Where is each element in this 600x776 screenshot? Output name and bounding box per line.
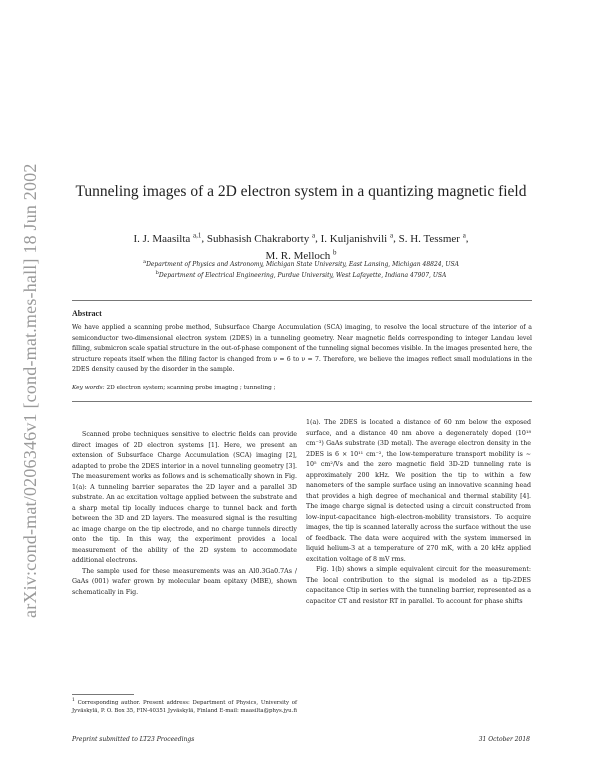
divider — [72, 401, 532, 402]
footnote-divider — [72, 694, 134, 695]
date-stamp: 31 October 2018 — [478, 736, 530, 743]
paragraph: Fig. 1(b) shows a simple equivalent circuit for the measurement: The local contribution to the signal is modeled as a tip-2DES capacitance Ctip in series with the tunneling barrier, represented as a capacitor CT and resistor RT in parallel. To account for phase shifts — [306, 566, 531, 605]
keywords-list: 2D electron system; scanning probe imaging ; tunneling ; — [106, 385, 276, 391]
paper-title: Tunneling images of a 2D electron system in a quantizing magnetic field — [75, 183, 527, 200]
author: M. R. Melloch $^b$ — [265, 248, 337, 263]
divider — [72, 300, 532, 301]
affiliation: $^b$Department of Electrical Engineering, Purdue University, West Lafayette, Indiana 47907, USA — [155, 270, 447, 279]
abstract-text: We have applied a scanning probe method, Subsurface Charge Accumulation (SCA) imaging, to resolve the local structure of the interior of a semiconductor two-dimensional electron system (2DES) in a tunneling geometry. Near magnetic fields corresponding to integer Landau level filling, submicron scale spatial structure in the out-of-phase component of the tunneling signal becomes visible. In the images presented here, the structure repeats itself when the filling factor is changed from ν = 6 to ν = 7. Therefore, we believe the images reflect small modulations in the 2DES density caused by the disorder in the sample. — [72, 324, 532, 373]
right-column — [306, 418, 531, 607]
left-column — [72, 430, 297, 598]
preprint-note: Preprint submitted to LT23 Proceedings — [72, 736, 195, 743]
arxiv-stamp: arXiv:cond-mat/0206346v1 [cond-mat.mes-hall] 18 Jun 2002 — [20, 163, 40, 618]
abstract-heading: Abstract — [72, 309, 102, 318]
keywords — [72, 384, 532, 393]
affiliation: $^a$Department of Physics and Astronomy, Michigan State University, East Lansing, Michigan 48824, USA — [143, 259, 459, 268]
paragraph: 1(a). The 2DES is located a distance of 60 nm below the exposed surface, and a distance 40 nm above a degenerately doped (10¹⁸ cm⁻³) GaAs substrate (3D metal). The average electron density in the 2DES is 6 × 10¹¹ cm⁻², the low-temperature transport mobility is ∼ 10⁵ cm²/Vs and the zero magnetic field 3D-2D tunneling rate is approximately 200 kHz. We position the tip to within a few nanometers of the sample surface using an innovative scanning head that provides a high degree of mechanical and thermal stability [4]. The image charge signal is detected using a circuit constructed from low-input-capacitance high-electron-mobility transistors. To acquire images, the tip is scanned laterally across the surface without the use of feedback. The data were acquired with the system immersed in liquid helium-3 at a temperature of 270 mK, with a 20 kHz applied excitation voltage of 8 mV rms. — [306, 419, 531, 563]
author: S. H. Tessmer $^a$ — [398, 231, 466, 245]
author: I. J. Maasilta $^{a,1}$ — [133, 231, 202, 245]
paragraph: The sample used for these measurements was an Al0.3Ga0.7As / GaAs (001) wafer grown by molecular beam epitaxy (MBE), shown schematically in Fig. — [72, 567, 297, 596]
author: I. Kuljanishvili $^a$ — [320, 231, 394, 245]
paragraph: Scanned probe techniques sensitive to electric fields can provide direct images of 2D electron systems [1]. Here, we present an extension of Subsurface Charge Accumulation (SCA) imaging [2], adapted to probe the 2DES interior in a novel tunneling geometry [3]. The measurement works as follows and is schematically shown in Fig. 1(a): A tunneling barrier separates the 2D layer and a parallel 3D substrate. An ac excitation voltage applied between the substrate and a sharp metal tip locally induces charge to tunnel back and forth between the 3D and 2D layers. The measured signal is the resulting ac image charge on the tip electrode, and no charge tunnels directly onto the tip. In this way, the experiment provides a local measurement of the ability of the 2D system to accommodate additional electrons. — [72, 431, 297, 564]
footnote: $^1$ Corresponding author. Present address: Department of Physics, University of Jyväskylä, P. O. Box 35, FIN-40351 Jyväskylä, Finland E-mail: maasilta@phys.jyu.fi — [72, 698, 297, 715]
author-list: I. J. Maasilta $^{a,1}$, Subhasish Chakraborty $^a$, I. Kuljanishvili $^a$, S. H. Tessmer $^a$, M. R. Melloch $^b$ — [133, 231, 469, 263]
author: Subhasish Chakraborty $^a$ — [206, 231, 316, 245]
affiliations — [60, 258, 542, 280]
keywords-label: Key words: — [72, 385, 105, 391]
